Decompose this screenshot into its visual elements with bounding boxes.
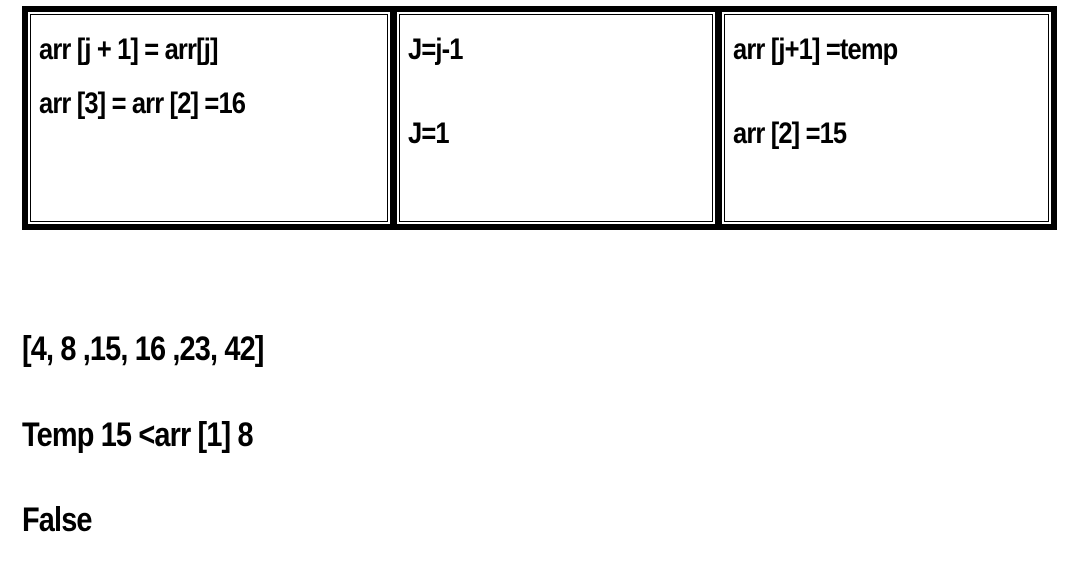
table-cell-temp xyxy=(721,11,1052,225)
result-line: False xyxy=(22,501,92,539)
step-table xyxy=(22,6,1057,230)
cell-line: arr [3] = arr [2] =16 xyxy=(39,87,246,120)
comparison-line: Temp 15 <arr [1] 8 xyxy=(22,416,253,454)
cell-line: arr [2] =15 xyxy=(733,117,847,150)
cell-line: arr [j+1] =temp xyxy=(733,33,898,66)
array-line: [4, 8 ,15, 16 ,23, 42] xyxy=(22,330,264,368)
table-cell-decrement xyxy=(396,11,716,225)
cell-line: arr [j + 1] = arr[j] xyxy=(39,33,218,66)
cell-line: J=1 xyxy=(408,117,449,150)
table-cell-assign xyxy=(27,11,391,225)
step-table-row xyxy=(27,11,1052,225)
cell-line: J=j-1 xyxy=(408,33,463,66)
